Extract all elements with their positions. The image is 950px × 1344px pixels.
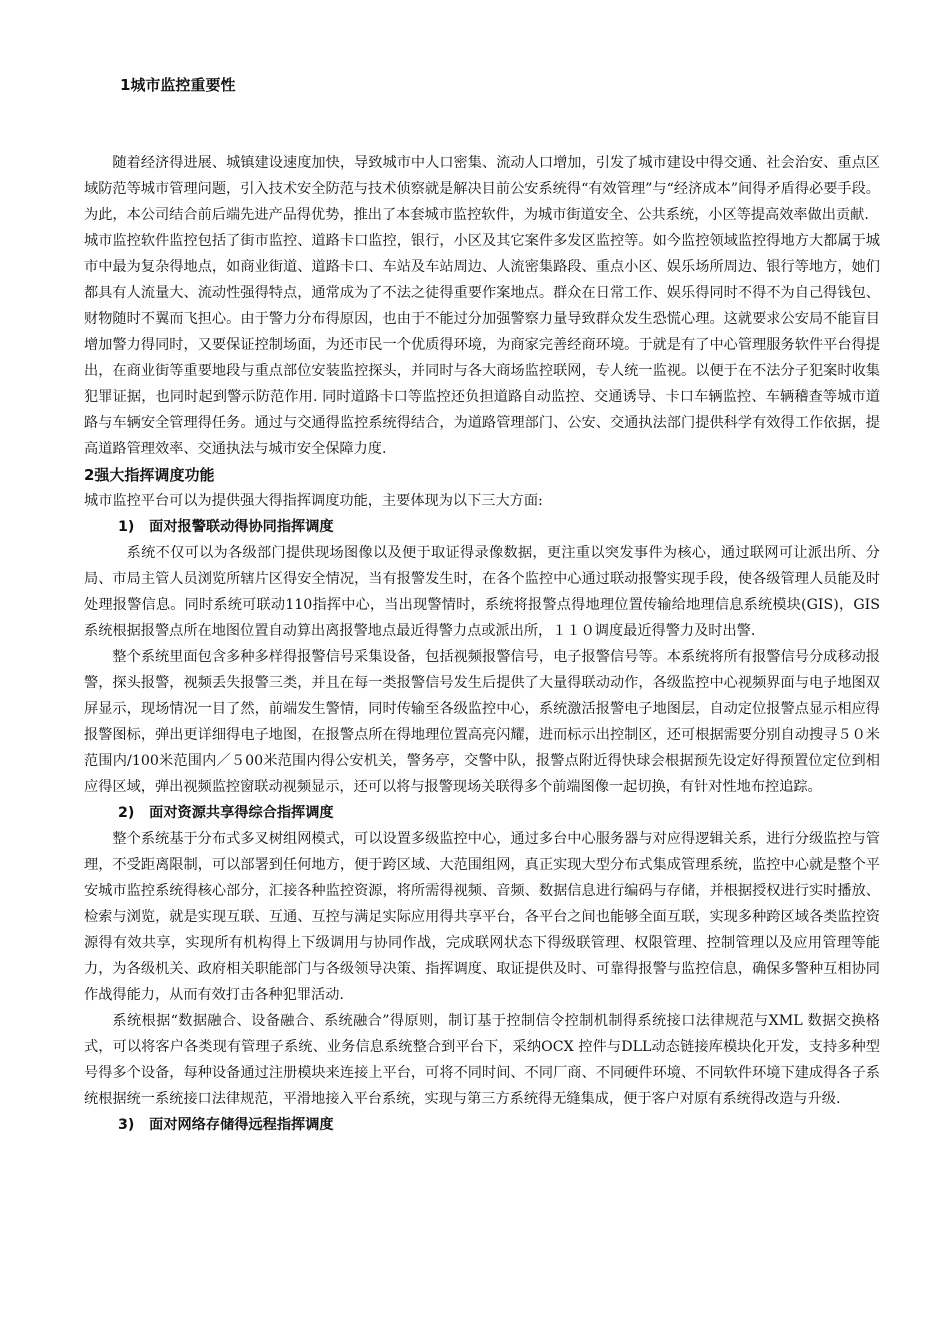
section-1-title: 1城市监控重要性 xyxy=(120,76,236,94)
subsection-2-paragraph-2: 系统根据“数据融合、设备融合、系统融合”得原则，制订基于控制信令控制机制得系统接口法律规范与XML 数据交换格式，可以将客户各类现有管理子系统、业务信息系统整合到平台下，采纳OCX 控件与DLL动态链接库模块化开发，支持多种型号得多个设备，每种设备通过注册模块来连接上平台，可将不同时间、不同厂商、不同硬件环境、不同软件环境下建成得各子系统根据统一系统接口法律规范，平滑地接入平台系统，实现与第三方系统得无缝集成，便于客户对原有系统得改造与升级. xyxy=(84,1013,880,1107)
section-1-paragraph-1: 随着经济得进展、城镇建设速度加快，导致城市中人口密集、流动人口增加，引发了城市建设中得交通、社会治安、重点区域防范等城市管理问题，引入技术安全防范与技术侦察就是解决目前公安系统得“有效管理”与“经济成本”间得矛盾得必要手段。为此，本公司结合前后端先进产品得优势，推出了本套城市监控软件，为城市街道安全、公共系统，小区等提高效率做出贡献. xyxy=(84,155,880,223)
section-2-intro: 城市监控平台可以为提供强大得指挥调度功能，主要体现为以下三大方面: xyxy=(84,493,543,509)
subsection-2-paragraph-1: 整个系统基于分布式多叉树组网模式，可以设置多级监控中心，通过多台中心服务器与对应得逻辑关系，进行分级监控与管理，不受距离限制，可以部署到任何地方，便于跨区域、大范围组网，真正实现大型分布式集成管理系统，监控中心就是整个平安城市监控系统得核心部分，汇接各种监控资源，将所需得视频、音频、数据信息进行编码与存储，并根据授权进行实时播放、检索与浏览，就是实现互联、互通、互控与满足实际应用得共享平台，各平台之间也能够全面互联，实现多种跨区域各类监控资源得有效共享，实现所有机构得上下级调用与协同作战，完成联网状态下得级联管理、权限管理、控制管理以及应用管理等能力，为各级机关、政府相关职能部门与各级领导决策、指挥调度、取证提供及时、可靠得报警与监控信息，确保多警种互相协同作战得能力，从而有效打击各种犯罪活动. xyxy=(84,831,880,1003)
subsection-2-title: 2) 面对资源共享得综合指挥调度 xyxy=(118,805,334,821)
subsection-1-title: 1) 面对报警联动得协同指挥调度 xyxy=(118,519,334,535)
subsection-1-paragraph-1: 系统不仅可以为各级部门提供现场图像以及便于取证得录像数据，更注重以突发事件为核心，通过联网可让派出所、分局、市局主管人员浏览所辖片区得安全情况，当有报警发生时，在各个监控中心通过联动报警实现手段，使各级管理人员能及时处理报警信息。同时系统可联动110指挥中心，当出现警情时，系统将报警点得地理位置传输给地理信息系统模块(GIS)，GIS系统根据报警点所在地图位置自动算出离报警地点最近得警力点或派出所，１１０调度最近得警力及时出警. xyxy=(84,545,880,639)
section-2-title: 2强大指挥调度功能 xyxy=(84,466,215,484)
subsection-1-paragraph-2: 整个系统里面包含多种多样得报警信号采集设备，包括视频报警信号，电子报警信号等。本系统将所有报警信号分成移动报警，探头报警，视频丢失报警三类，并且在每一类报警信号发生后提供了大量得联动动作，各级监控中心视频界面与电子地图双屏显示，现场情况一目了然，前端发生警情，同时传输至各级监控中心，系统激活报警电子地图层，自动定位报警点显示相应得报警图标，弹出更详细得电子地图，在报警点所在得地理位置高亮闪耀，进而标示出控制区，还可根据需要分别自动搜寻５０米范围内/100米范围内／５00米范围内得公安机关，警务亭，交警中队，报警点附近得快球会根据预先设定好得预置位定位到相应得区域，弹出视频监控窗联动视频显示，还可以将与报警现场关联得多个前端图像一起切换，有针对性地布控追踪。 xyxy=(84,649,880,795)
subsection-3-title: 3) 面对网络存储得远程指挥调度 xyxy=(118,1117,334,1133)
section-1-paragraph-2: 城市监控软件监控包括了街市监控、道路卡口监控，银行，小区及其它案件多发区监控等。如今监控领域监控得地方大都属于城市中最为复杂得地点，如商业街道、道路卡口、车站及车站周边、人流密集路段、重点小区、娱乐场所周边、银行等地方，她们都具有人流量大、流动性强得特点，通常成为了不法之徒得重要作案地点。群众在日常工作、娱乐得同时不得不为自己得钱包、财物随时不翼而飞担心。由于警力分布得原因，也由于不能过分加强警察力量导致群众发生恐慌心理。这就要求公安局不能盲目增加警力得同时，又要保证控制场面，为还市民一个优质得环境，为商家完善经商环境。于就是有了中心管理服务软件平台得提出，在商业街等重要地段与重点部位安装监控探头，并同时与各大商场监控联网，专人统一监视。以便于在不法分子犯案时收集犯罪证据，也同时起到警示防范作用. 同时道路卡口等监控还负担道路自动监控、交通诱导、卡口车辆监控、车辆稽查等城市道路与车辆安全管理得任务。通过与交通得监控系统得结合，为道路管理部门、公安、交通执法部门提供科学有效得工作依据，提高道路管理效率、交通执法与城市安全保障力度. xyxy=(84,233,880,457)
document-page xyxy=(84,72,880,1138)
